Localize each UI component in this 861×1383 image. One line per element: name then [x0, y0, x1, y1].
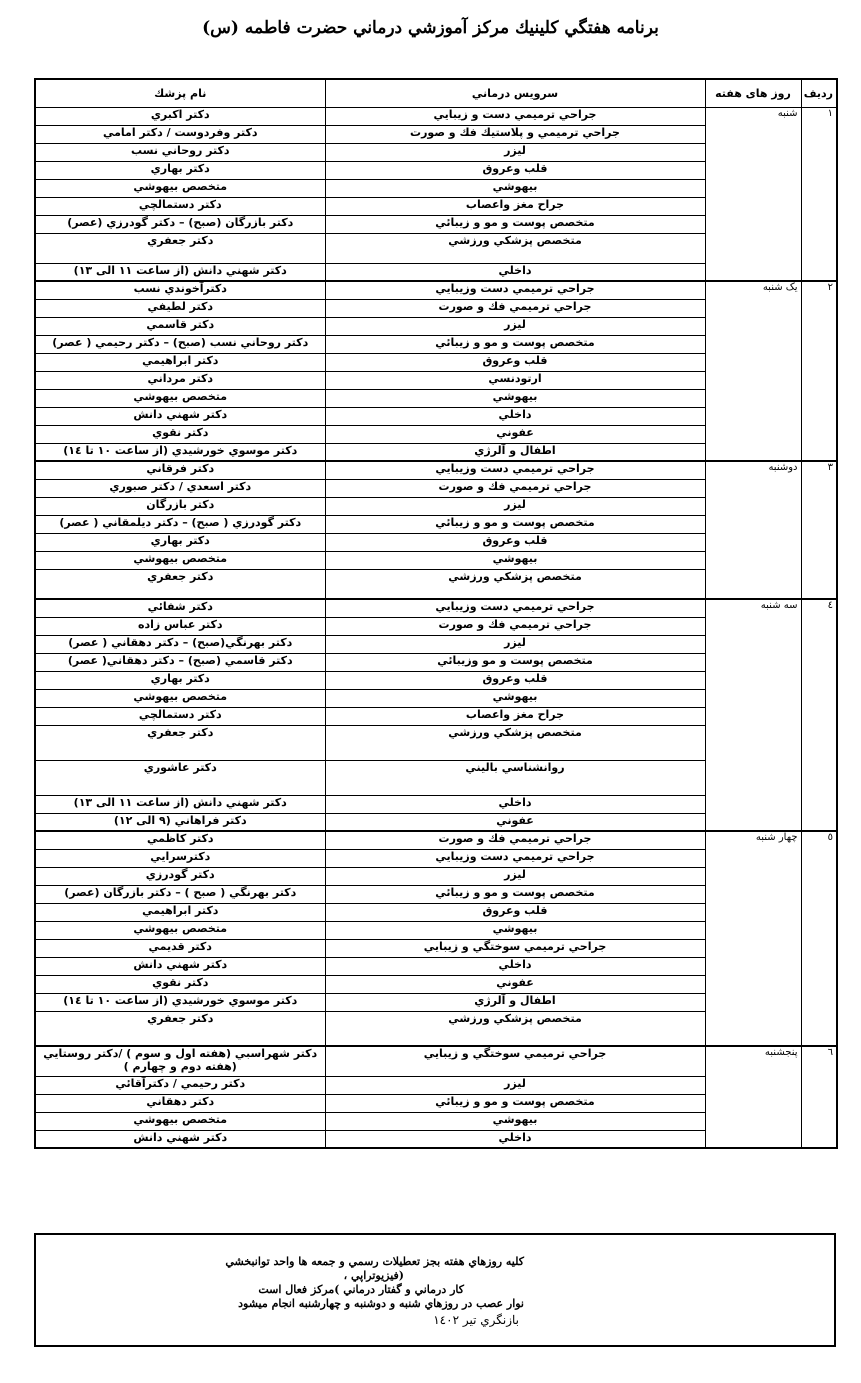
service-cell: داخلي — [325, 795, 705, 813]
service-cell: بيهوشي — [325, 179, 705, 197]
service-cell: جراحي ترميمي فك و صورت — [325, 831, 705, 849]
doctor-line-2: (هفته دوم و چهارم ) — [123, 1060, 237, 1073]
service-cell: روانشناسي باليني — [325, 760, 705, 795]
service-cell: اطفال و آلرژي — [325, 443, 705, 461]
doctor-cell: متخصص بيهوشي — [35, 551, 325, 569]
service-cell: جراحي ترميمي دست وزيبايي — [325, 849, 705, 867]
doctor-cell: دكتر قاسمي (صبح) – دكتر دهقاني( عصر) — [35, 653, 325, 671]
service-cell: جراحي ترميمي و پلاستيك فك و صورت — [325, 125, 705, 143]
service-cell: جراحي ترميمي دست وزيبايي — [325, 599, 705, 617]
day-cell: سه شنبه — [705, 599, 801, 831]
day-cell: شنبه — [705, 107, 801, 281]
day-cell: چهار شنبه — [705, 831, 801, 1046]
service-cell: متخصص پوست و مو و زيبائي — [325, 885, 705, 903]
doctor-cell: دكتر وفردوست / دكتر امامي — [35, 125, 325, 143]
service-cell: قلب وعروق — [325, 671, 705, 689]
radif-cell: ٣ — [801, 461, 837, 599]
doctor-cell: دكتر شهني دانش (از ساعت ١١ الى ١٣) — [35, 263, 325, 281]
service-cell: جراحي ترميمي دست وزيبايي — [325, 281, 705, 299]
doctor-cell: دكتر اكبري — [35, 107, 325, 125]
service-cell: عفوني — [325, 813, 705, 831]
service-cell: داخلي — [325, 957, 705, 975]
doctor-cell: دكتر عاشوري — [35, 760, 325, 795]
radif-cell: ٥ — [801, 831, 837, 1046]
radif-cell: ١ — [801, 107, 837, 281]
service-cell: جراحي ترميمي دست و زيبايي — [325, 107, 705, 125]
table-row — [35, 461, 837, 479]
service-cell: بيهوشي — [325, 921, 705, 939]
service-cell: ليزر — [325, 143, 705, 161]
doctor-cell — [35, 1046, 325, 1076]
table-row — [35, 281, 837, 299]
day-cell: پنجشنبه — [705, 1046, 801, 1148]
service-cell: جراح مغز واعصاب — [325, 197, 705, 215]
radif-cell: ٢ — [801, 281, 837, 461]
radif-cell: ٤ — [801, 599, 837, 831]
service-cell: عفوني — [325, 425, 705, 443]
service-cell: عفوني — [325, 975, 705, 993]
service-cell: قلب وعروق — [325, 353, 705, 371]
doctor-line-1: دكتر شهراسبي (هفته اول و سوم ) /دكتر روستايي — [43, 1047, 318, 1060]
notes-box — [34, 1233, 836, 1347]
service-cell: متخصص پوست و مو و زيبائي — [325, 335, 705, 353]
doctor-cell: دكتر جعفري — [35, 233, 325, 263]
doctor-cell: دكتر دستمالچي — [35, 707, 325, 725]
service-cell: بيهوشي — [325, 1112, 705, 1130]
doctor-cell: دكتر دستمالچي — [35, 197, 325, 215]
service-cell: ليزر — [325, 1076, 705, 1094]
doctor-cell: دكتر رحيمي / دكترآقائي — [35, 1076, 325, 1094]
service-cell: جراحي ترميمي سوختگي و زيبايي — [325, 1046, 705, 1076]
revision-date: بازنگري تير ١٤٠٢ — [433, 1313, 519, 1327]
note-line-3: كار درماني و گفتار درماني )مركز فعال است — [258, 1283, 464, 1296]
service-cell: ليزر — [325, 317, 705, 335]
doctor-cell: دكتر شفائي — [35, 599, 325, 617]
doctor-cell: دكتر ابراهيمي — [35, 903, 325, 921]
doctor-cell: دكتر جعفري — [35, 1011, 325, 1046]
service-cell: بيهوشي — [325, 551, 705, 569]
service-cell: متخصص پوست و مو و زيبائي — [325, 1094, 705, 1112]
service-cell: متخصص پوست و مو و زيبائي — [325, 515, 705, 533]
doctor-cell: دكتر شهني دانش — [35, 407, 325, 425]
service-cell: متخصص پزشكي ورزشي — [325, 1011, 705, 1046]
doctor-cell: دكتر مرداني — [35, 371, 325, 389]
service-cell: جراحي ترميمي فك و صورت — [325, 299, 705, 317]
doctor-cell: دكترسرايي — [35, 849, 325, 867]
doctor-cell: دكتر قاسمي — [35, 317, 325, 335]
doctor-cell: متخصص بيهوشي — [35, 179, 325, 197]
service-cell: جراح مغز واعصاب — [325, 707, 705, 725]
table-row — [35, 831, 837, 849]
service-cell: بيهوشي — [325, 689, 705, 707]
header-doctor: نام پزشك — [35, 79, 325, 107]
service-cell: داخلي — [325, 407, 705, 425]
doctor-cell: دكتر روحاني نسب (صبح) – دكتر رحيمي ( عصر) — [35, 335, 325, 353]
service-cell: داخلي — [325, 263, 705, 281]
service-cell: جراحي ترميمي سوختگي و زيبايي — [325, 939, 705, 957]
table-row — [35, 599, 837, 617]
doctor-cell: دكتر كاظمي — [35, 831, 325, 849]
note-line-1: كليه روزهاي هفته بجز تعطيلات رسمي و جمعه ها واحد توانبخشي — [225, 1255, 524, 1268]
doctor-cell: دكتر روحاني نسب — [35, 143, 325, 161]
doctor-cell: دكترآخوندي نسب — [35, 281, 325, 299]
note-line-2: (فيزيوتراپي ، — [343, 1269, 404, 1282]
service-cell: جراحي ترميمي دست وزيبايي — [325, 461, 705, 479]
page-title: برنامه هفتگي كلينيك مركز آموزشي درماني حضرت فاطمه (س) — [202, 18, 659, 38]
schedule-table — [34, 78, 838, 1149]
service-cell: قلب وعروق — [325, 533, 705, 551]
day-cell: دوشنبه — [705, 461, 801, 599]
doctor-cell: دكتر گودرزي — [35, 867, 325, 885]
doctor-cell: دكتر جعفري — [35, 569, 325, 599]
table-row — [35, 107, 837, 125]
doctor-cell: دكتر شهني دانش — [35, 957, 325, 975]
doctor-cell: دكتر فراهاني (٩ الى ١٢) — [35, 813, 325, 831]
doctor-cell: دكتر نقوي — [35, 425, 325, 443]
doctor-cell: دكتر موسوي خورشيدي (از ساعت ١٠ تا ١٤) — [35, 993, 325, 1011]
doctor-cell: دكتر لطيفي — [35, 299, 325, 317]
doctor-cell: دكتر بازرگان (صبح) – دكتر گودرزي (عصر) — [35, 215, 325, 233]
doctor-cell: دكتر اسعدي / دكتر صبوري — [35, 479, 325, 497]
doctor-cell: دكتر عباس زاده — [35, 617, 325, 635]
service-cell: قلب وعروق — [325, 161, 705, 179]
doctor-cell: متخصص بيهوشي — [35, 1112, 325, 1130]
table-row — [35, 1046, 837, 1076]
doctor-cell: دكتر فرقاني — [35, 461, 325, 479]
service-cell: متخصص پزشكي ورزشي — [325, 569, 705, 599]
header-service: سرويس درماني — [325, 79, 705, 107]
doctor-cell: دكتر بهاري — [35, 671, 325, 689]
doctor-cell: دكتر جعفري — [35, 725, 325, 760]
service-cell: جراحي ترميمي فك و صورت — [325, 617, 705, 635]
doctor-cell: دكتر بهاري — [35, 161, 325, 179]
service-cell: ليزر — [325, 497, 705, 515]
doctor-cell: دكتر شهني دانش — [35, 1130, 325, 1148]
service-cell: متخصص پزشكي ورزشي — [325, 233, 705, 263]
service-cell: بيهوشي — [325, 389, 705, 407]
doctor-cell: دكتر گودرزي ( صبح) – دكتر ديلمقاني ( عصر) — [35, 515, 325, 533]
doctor-cell: دكتر ابراهيمي — [35, 353, 325, 371]
doctor-cell: متخصص بيهوشي — [35, 689, 325, 707]
doctor-cell: دكتر بهرنگي(صبح) – دكتر دهقاني ( عصر) — [35, 635, 325, 653]
service-cell: متخصص پوست و مو و زيبائي — [325, 215, 705, 233]
doctor-cell: دكتر دهقاني — [35, 1094, 325, 1112]
doctor-cell: دكتر بازرگان — [35, 497, 325, 515]
service-cell: ليزر — [325, 635, 705, 653]
doctor-cell: دكتر بهاري — [35, 533, 325, 551]
doctor-cell: متخصص بيهوشي — [35, 389, 325, 407]
doctor-cell: دكتر نقوي — [35, 975, 325, 993]
doctor-cell: دكتر قديمي — [35, 939, 325, 957]
service-cell: متخصص پزشكي ورزشي — [325, 725, 705, 760]
service-cell: ارتودنسي — [325, 371, 705, 389]
doctor-cell: متخصص بيهوشي — [35, 921, 325, 939]
service-cell: اطفال و آلرژي — [325, 993, 705, 1011]
service-cell: داخلي — [325, 1130, 705, 1148]
header-day: روز هاى هفته — [705, 79, 801, 107]
service-cell: متخصص پوست و مو وزيبائي — [325, 653, 705, 671]
service-cell: قلب وعروق — [325, 903, 705, 921]
doctor-cell: دكتر شهني دانش (از ساعت ١١ الى ١٣) — [35, 795, 325, 813]
header-radif: رديف — [801, 79, 837, 107]
day-cell: يک شنبه — [705, 281, 801, 461]
note-line-4: نوار عصب در روزهاي شنبه و دوشنبه و چهارشنبه انجام ميشود — [238, 1297, 524, 1310]
service-cell: ليزر — [325, 867, 705, 885]
service-cell: جراحي ترميمي فك و صورت — [325, 479, 705, 497]
radif-cell: ٦ — [801, 1046, 837, 1148]
doctor-cell: دكتر بهرنگي ( صبح ) – دكتر بازرگان (عصر) — [35, 885, 325, 903]
doctor-cell: دكتر موسوي خورشيدي (از ساعت ١٠ تا ١٤) — [35, 443, 325, 461]
